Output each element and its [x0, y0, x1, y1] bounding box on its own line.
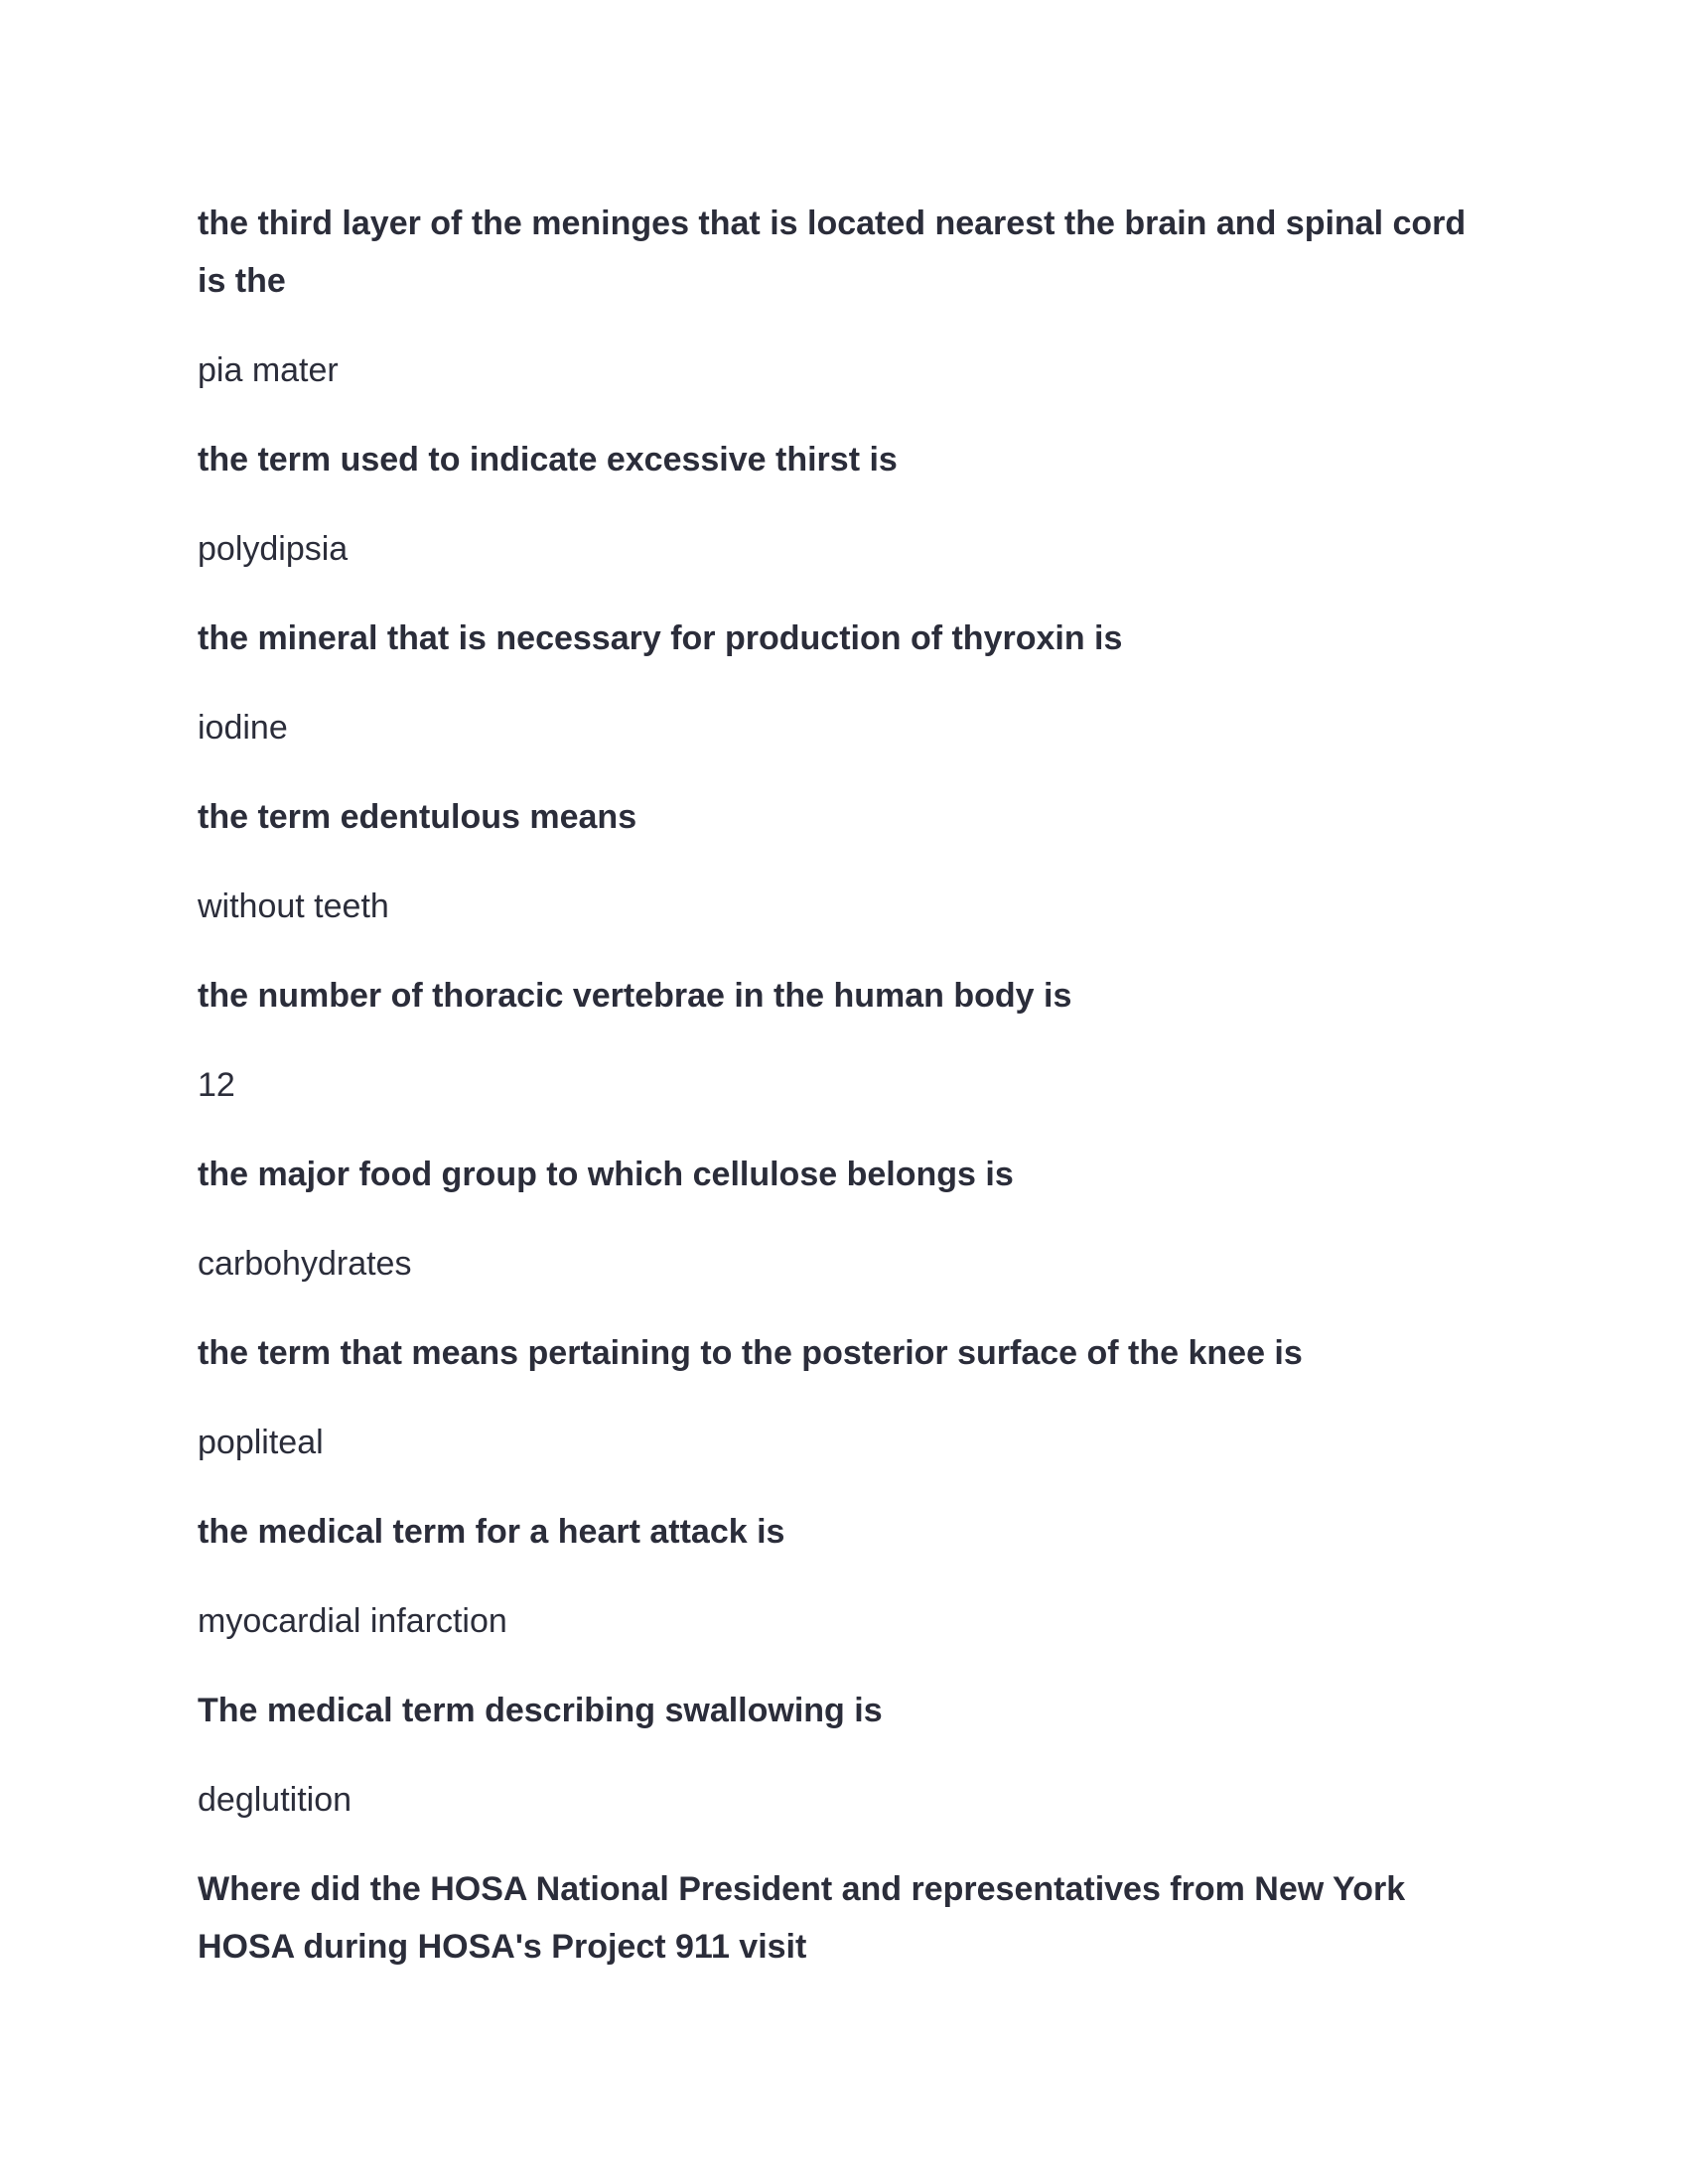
answer-text: polydipsia: [198, 530, 349, 568]
question-text: the medical term for a heart attack is: [198, 1513, 785, 1551]
flashcard-9: [198, 1682, 1488, 1829]
question-text: the term that means pertaining to the posterior surface of the knee is: [198, 1334, 1303, 1372]
flashcard-10: [198, 1860, 1488, 1976]
flashcard-4: [198, 788, 1488, 935]
flashcard-7: [198, 1324, 1488, 1471]
question-text: the mineral that is necessary for production of thyroxin is: [198, 619, 1123, 657]
question-text: the term edentulous means: [198, 798, 637, 836]
question-text: The medical term describing swallowing is: [198, 1692, 883, 1729]
flashcard-2: [198, 431, 1488, 578]
question-text: the major food group to which cellulose belongs is: [198, 1156, 1014, 1193]
question-text: the third layer of the meninges that is located nearest the brain and spinal cord is the: [198, 205, 1467, 300]
question-text: Where did the HOSA National President and representatives from New York HOSA during HOSA's Project 911 visit: [198, 1870, 1406, 1966]
answer-text: 12: [198, 1066, 235, 1104]
answer-text: without teeth: [198, 887, 389, 925]
answer-text: deglutition: [198, 1781, 352, 1819]
question-text: the number of thoracic vertebrae in the human body is: [198, 977, 1072, 1015]
flashcard-8: [198, 1503, 1488, 1650]
flashcard-3: [198, 610, 1488, 756]
answer-text: iodine: [198, 709, 288, 747]
flashcard-5: [198, 967, 1488, 1114]
answer-text: pia mater: [198, 351, 339, 389]
flashcard-6: [198, 1146, 1488, 1293]
question-text: the term used to indicate excessive thirst is: [198, 441, 898, 478]
flashcard-1: [198, 195, 1488, 399]
answer-text: carbohydrates: [198, 1245, 412, 1283]
flashcard-page: [198, 195, 1488, 1976]
answer-text: popliteal: [198, 1424, 324, 1461]
answer-text: myocardial infarction: [198, 1602, 507, 1640]
